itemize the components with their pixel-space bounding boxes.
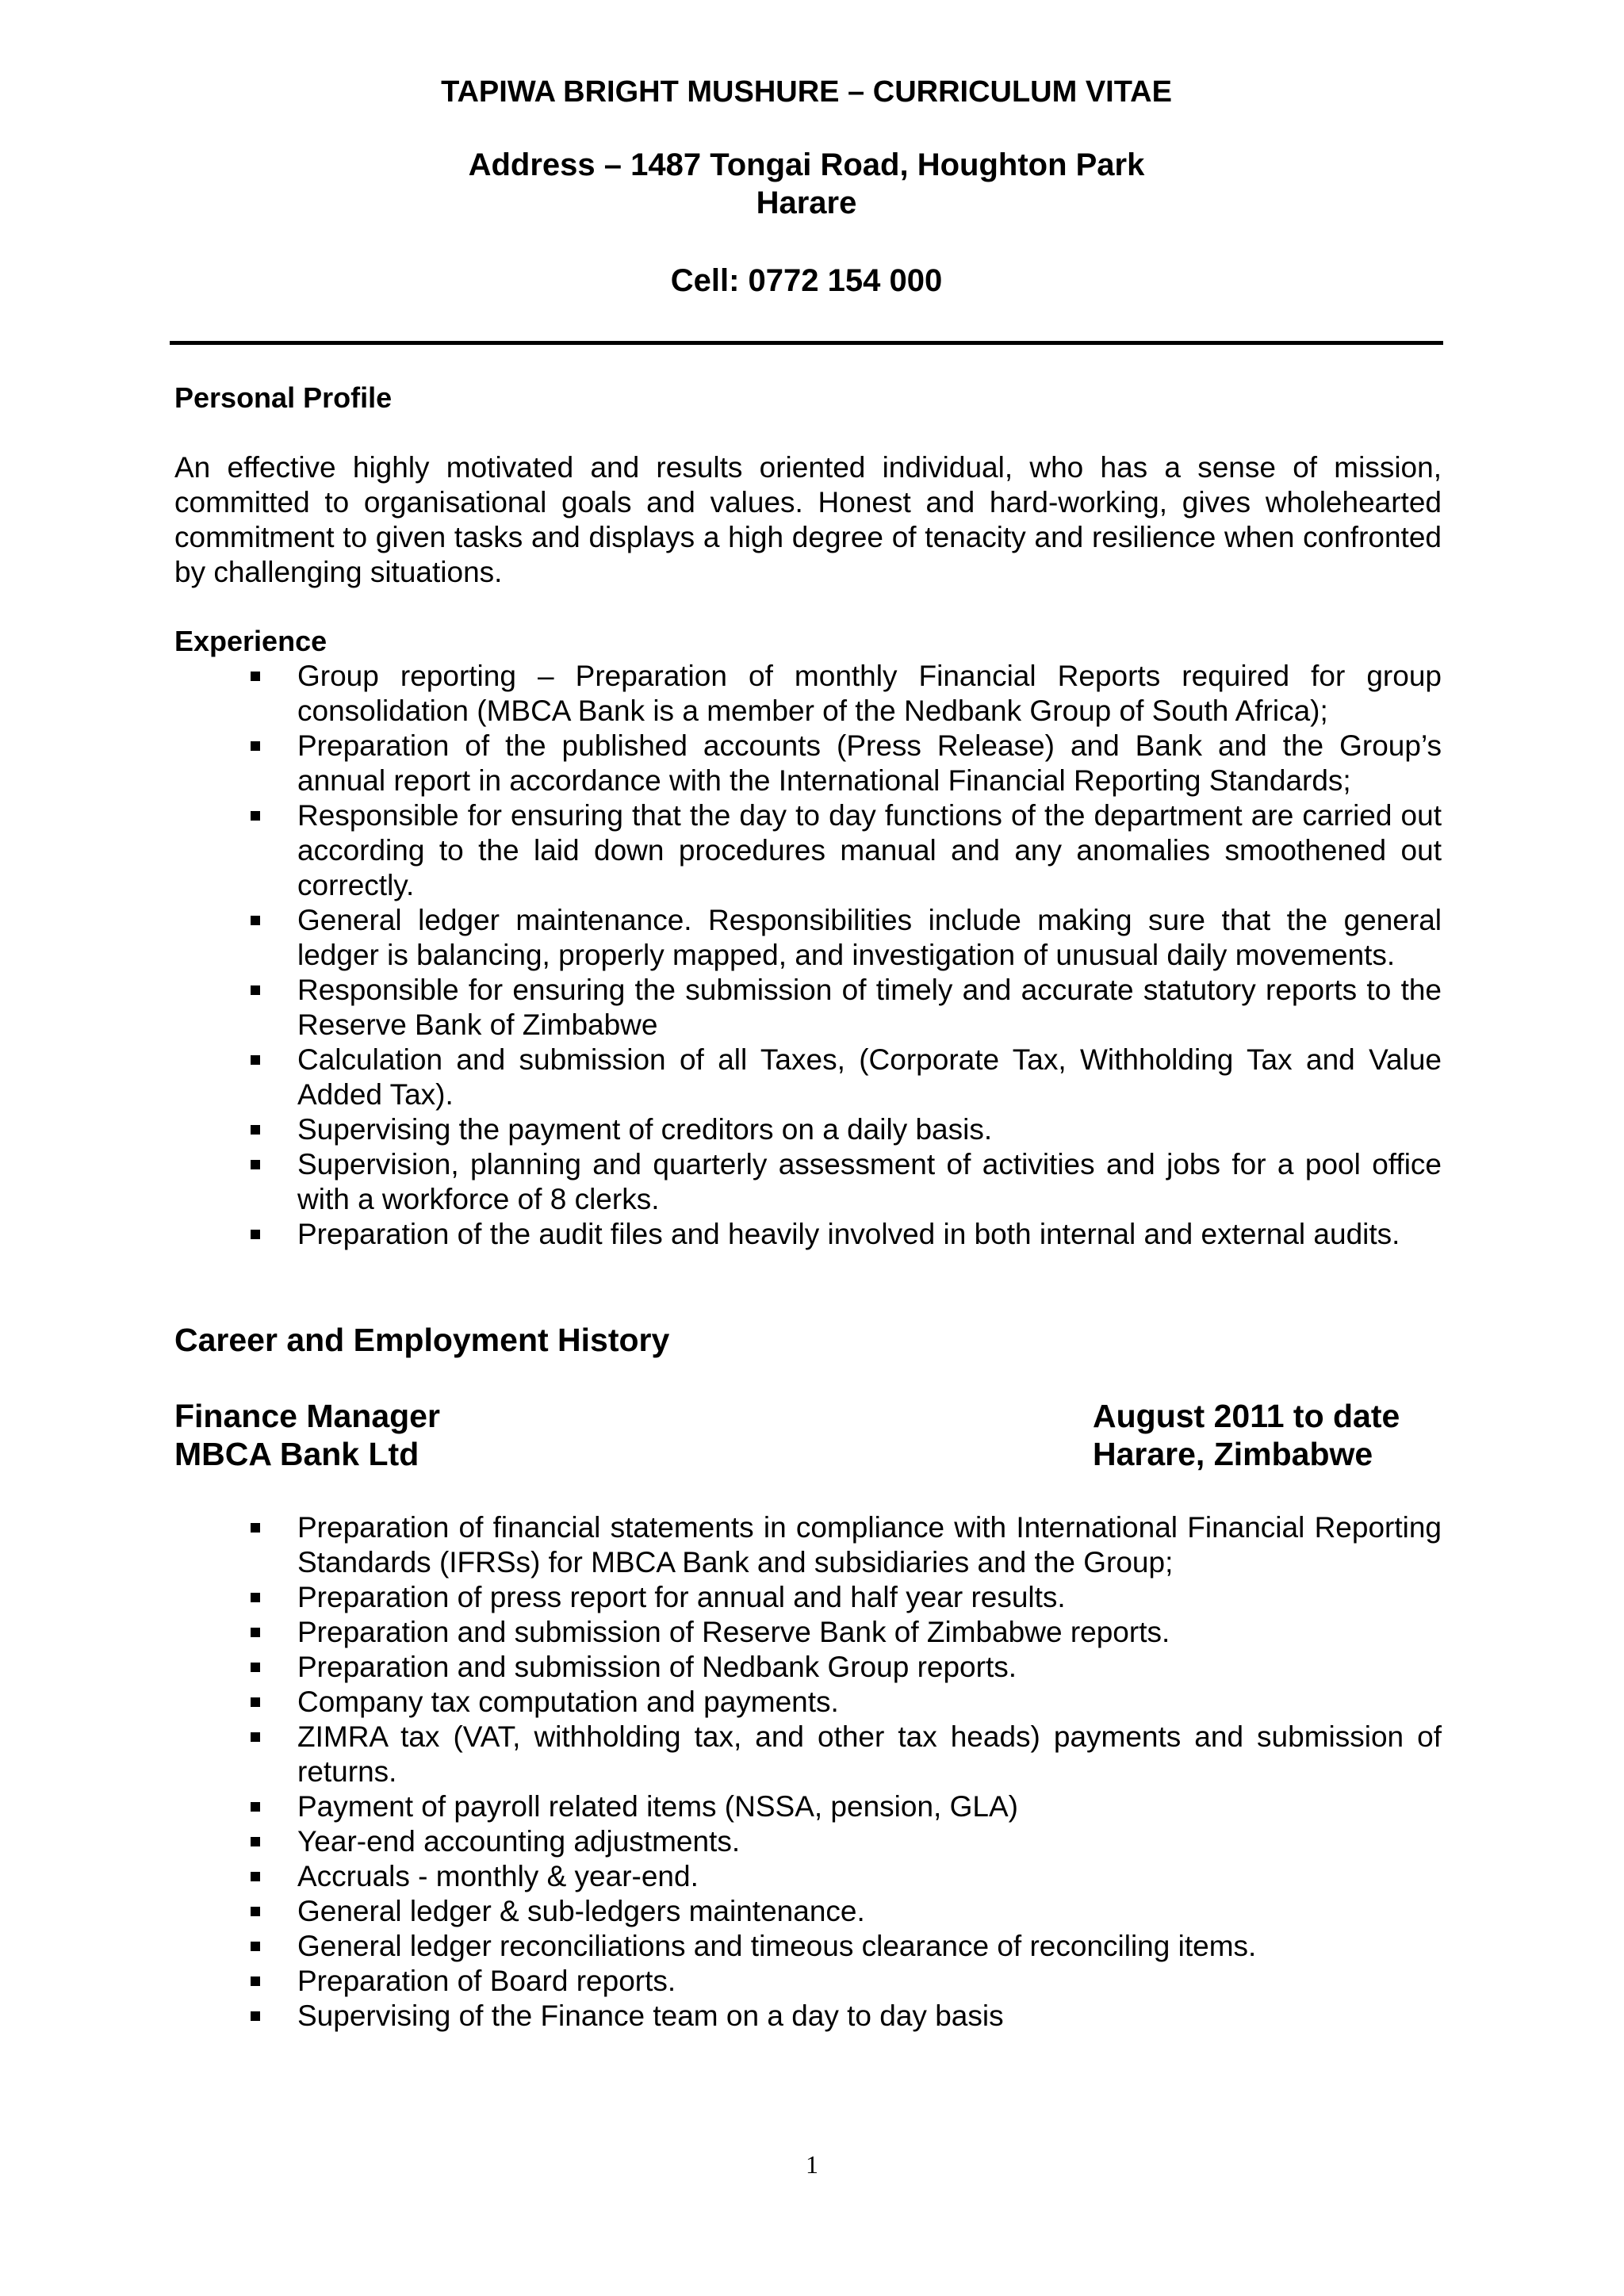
list-item: Supervising the payment of creditors on a daily basis.	[174, 1112, 1442, 1147]
list-item: Payment of payroll related items (NSSA, pension, GLA)	[174, 1789, 1442, 1824]
bullet-icon	[251, 985, 260, 995]
personal-profile-heading: Personal Profile	[174, 381, 393, 414]
job-company-row	[174, 1435, 1442, 1473]
bullet-icon	[251, 1663, 260, 1672]
bullet-icon	[251, 741, 260, 751]
bullet-icon	[251, 1628, 260, 1637]
bullet-icon	[251, 1697, 260, 1707]
header-divider	[170, 341, 1443, 345]
bullet-icon	[251, 1907, 260, 1916]
list-item: General ledger & sub-ledgers maintenance.	[174, 1894, 1442, 1929]
list-item: Preparation of the published accounts (Press Release) and Bank and the Group’s annual report in accordance with the International Financial Reporting Standards;	[174, 729, 1442, 798]
job-dates: August 2011 to date	[1093, 1398, 1400, 1434]
list-item: ZIMRA tax (VAT, withholding tax, and other tax heads) payments and submission of returns.	[174, 1720, 1442, 1789]
bullet-icon	[251, 2011, 260, 2021]
page-number: 1	[806, 2150, 818, 2179]
cell-number: Cell: 0772 154 000	[670, 263, 943, 298]
list-item: Accruals - monthly & year-end.	[174, 1859, 1442, 1894]
list-item: Supervision, planning and quarterly assessment of activities and jobs for a pool office with a workforce of 8 clerks.	[174, 1147, 1442, 1217]
list-item: General ledger reconciliations and timeous clearance of reconciling items.	[174, 1929, 1442, 1964]
bullet-icon	[251, 1593, 260, 1602]
experience-list	[174, 659, 1442, 1252]
career-heading: Career and Employment History	[174, 1322, 670, 1358]
bullet-icon	[251, 1523, 260, 1533]
bullet-icon	[251, 916, 260, 925]
list-item: Company tax computation and payments.	[174, 1685, 1442, 1720]
bullet-icon	[251, 672, 260, 681]
job-title: Finance Manager	[174, 1398, 440, 1434]
list-item: Preparation and submission of Reserve Bank of Zimbabwe reports.	[174, 1615, 1442, 1650]
list-item: Responsible for ensuring that the day to day functions of the department are carried out according to the laid down procedures manual and any anomalies smoothened out correctly.	[174, 798, 1442, 903]
job-title-row	[174, 1397, 1442, 1435]
list-item: Preparation of Board reports.	[174, 1964, 1442, 1999]
list-item: General ledger maintenance. Responsibilities include making sure that the general ledger is balancing, properly mapped, and investigation of unusual daily movements.	[174, 903, 1442, 973]
list-item: Preparation of press report for annual and half year results.	[174, 1580, 1442, 1615]
cv-title: TAPIWA BRIGHT MUSHURE – CURRICULUM VITAE	[441, 75, 1172, 109]
list-item: Preparation and submission of Nedbank Group reports.	[174, 1650, 1442, 1685]
job-responsibilities	[174, 1510, 1442, 2034]
bullet-icon	[251, 1230, 260, 1239]
list-item: Preparation of the audit files and heavily involved in both internal and external audits.	[174, 1217, 1442, 1252]
bullet-icon	[251, 1802, 260, 1812]
bullet-icon	[251, 1976, 260, 1986]
job-company: MBCA Bank Ltd	[174, 1436, 419, 1472]
list-item: Preparation of financial statements in compliance with International Financial Reporting Standards (IFRSs) for MBCA Bank and subsidiaries and the Group;	[174, 1510, 1442, 1580]
list-item: Year-end accounting adjustments.	[174, 1824, 1442, 1859]
bullet-icon	[251, 1055, 260, 1065]
list-item: Group reporting – Preparation of monthly Financial Reports required for group consolidation (MBCA Bank is a member of the Nedbank Group of South Africa);	[174, 659, 1442, 729]
job-location: Harare, Zimbabwe	[1093, 1436, 1373, 1472]
bullet-icon	[251, 1872, 260, 1881]
experience-section	[174, 624, 1442, 1252]
bullet-icon	[251, 1942, 260, 1951]
bullet-icon	[251, 1160, 260, 1169]
bullet-icon	[251, 1125, 260, 1135]
address-line-1: Address – 1487 Tongai Road, Houghton Park	[468, 147, 1145, 182]
list-item: Responsible for ensuring the submission of timely and accurate statutory reports to the Reserve Bank of Zimbabwe	[174, 973, 1442, 1043]
bullet-icon	[251, 1732, 260, 1742]
job-responsibilities-list	[174, 1510, 1442, 2034]
bullet-icon	[251, 1837, 260, 1846]
list-item: Calculation and submission of all Taxes, (Corporate Tax, Withholding Tax and Value Added Tax).	[174, 1043, 1442, 1112]
list-item: Supervising of the Finance team on a day to day basis	[174, 1999, 1442, 2034]
personal-profile-section	[174, 381, 1442, 590]
address-line-2: Harare	[756, 186, 857, 220]
personal-profile-text: An effective highly motivated and results oriented individual, who has a sense of mission, committed to organisational goals and values. Honest and hard-working, gives wholehearted commitment to given tasks and displays a high degree of tenacity and resilience when confronted by challenging situations.	[174, 451, 1442, 588]
bullet-icon	[251, 811, 260, 821]
experience-heading: Experience	[174, 625, 327, 657]
